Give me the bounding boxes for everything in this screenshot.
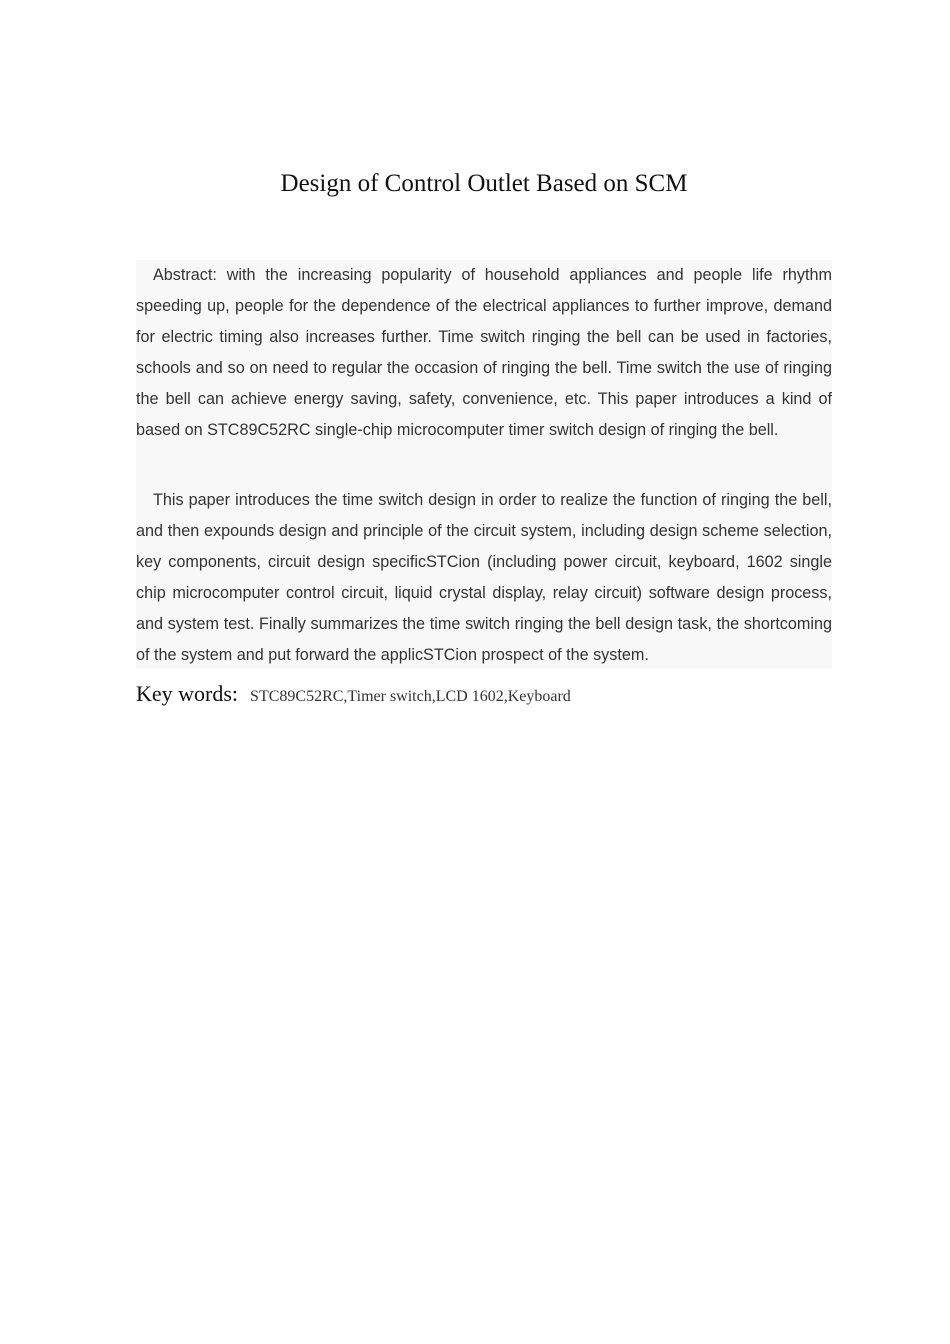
- abstract-paragraph-2: This paper introduces the time switch design in order to realize the function of ringing the bell, and then expounds design and principle of the circuit system, including design scheme selection, key components, circuit design specificSTCion (including power circuit, keyboard, 1602 single chip microcomputer control circuit, liquid crystal display, relay circuit) software design process, and system test. Finally summarizes the time switch ringing the bell design task, the shortcoming of the system and put forward the applicSTCion prospect of the system.: [136, 491, 832, 665]
- keywords-value: STC89C52RC,Timer switch,LCD 1602,Keyboard: [250, 688, 571, 705]
- page-title: Design of Control Outlet Based on SCM: [280, 170, 688, 197]
- keywords-label: Key words:: [136, 681, 239, 706]
- abstract-paragraph-1: Abstract: with the increasing popularity of household appliances and people life rhythm speeding up, people for the dependence of the electrical appliances to further improve, demand for electric timing also increases further. Time switch ringing the bell can be used in factories, schools and so on need to regular the occasion of ringing the bell. Time switch the use of ringing the bell can achieve energy saving, safety, convenience, etc. This paper introduces a kind of based on STC89C52RC single-chip microcomputer timer switch design of ringing the bell.: [136, 266, 832, 440]
- keywords-line: [136, 681, 836, 707]
